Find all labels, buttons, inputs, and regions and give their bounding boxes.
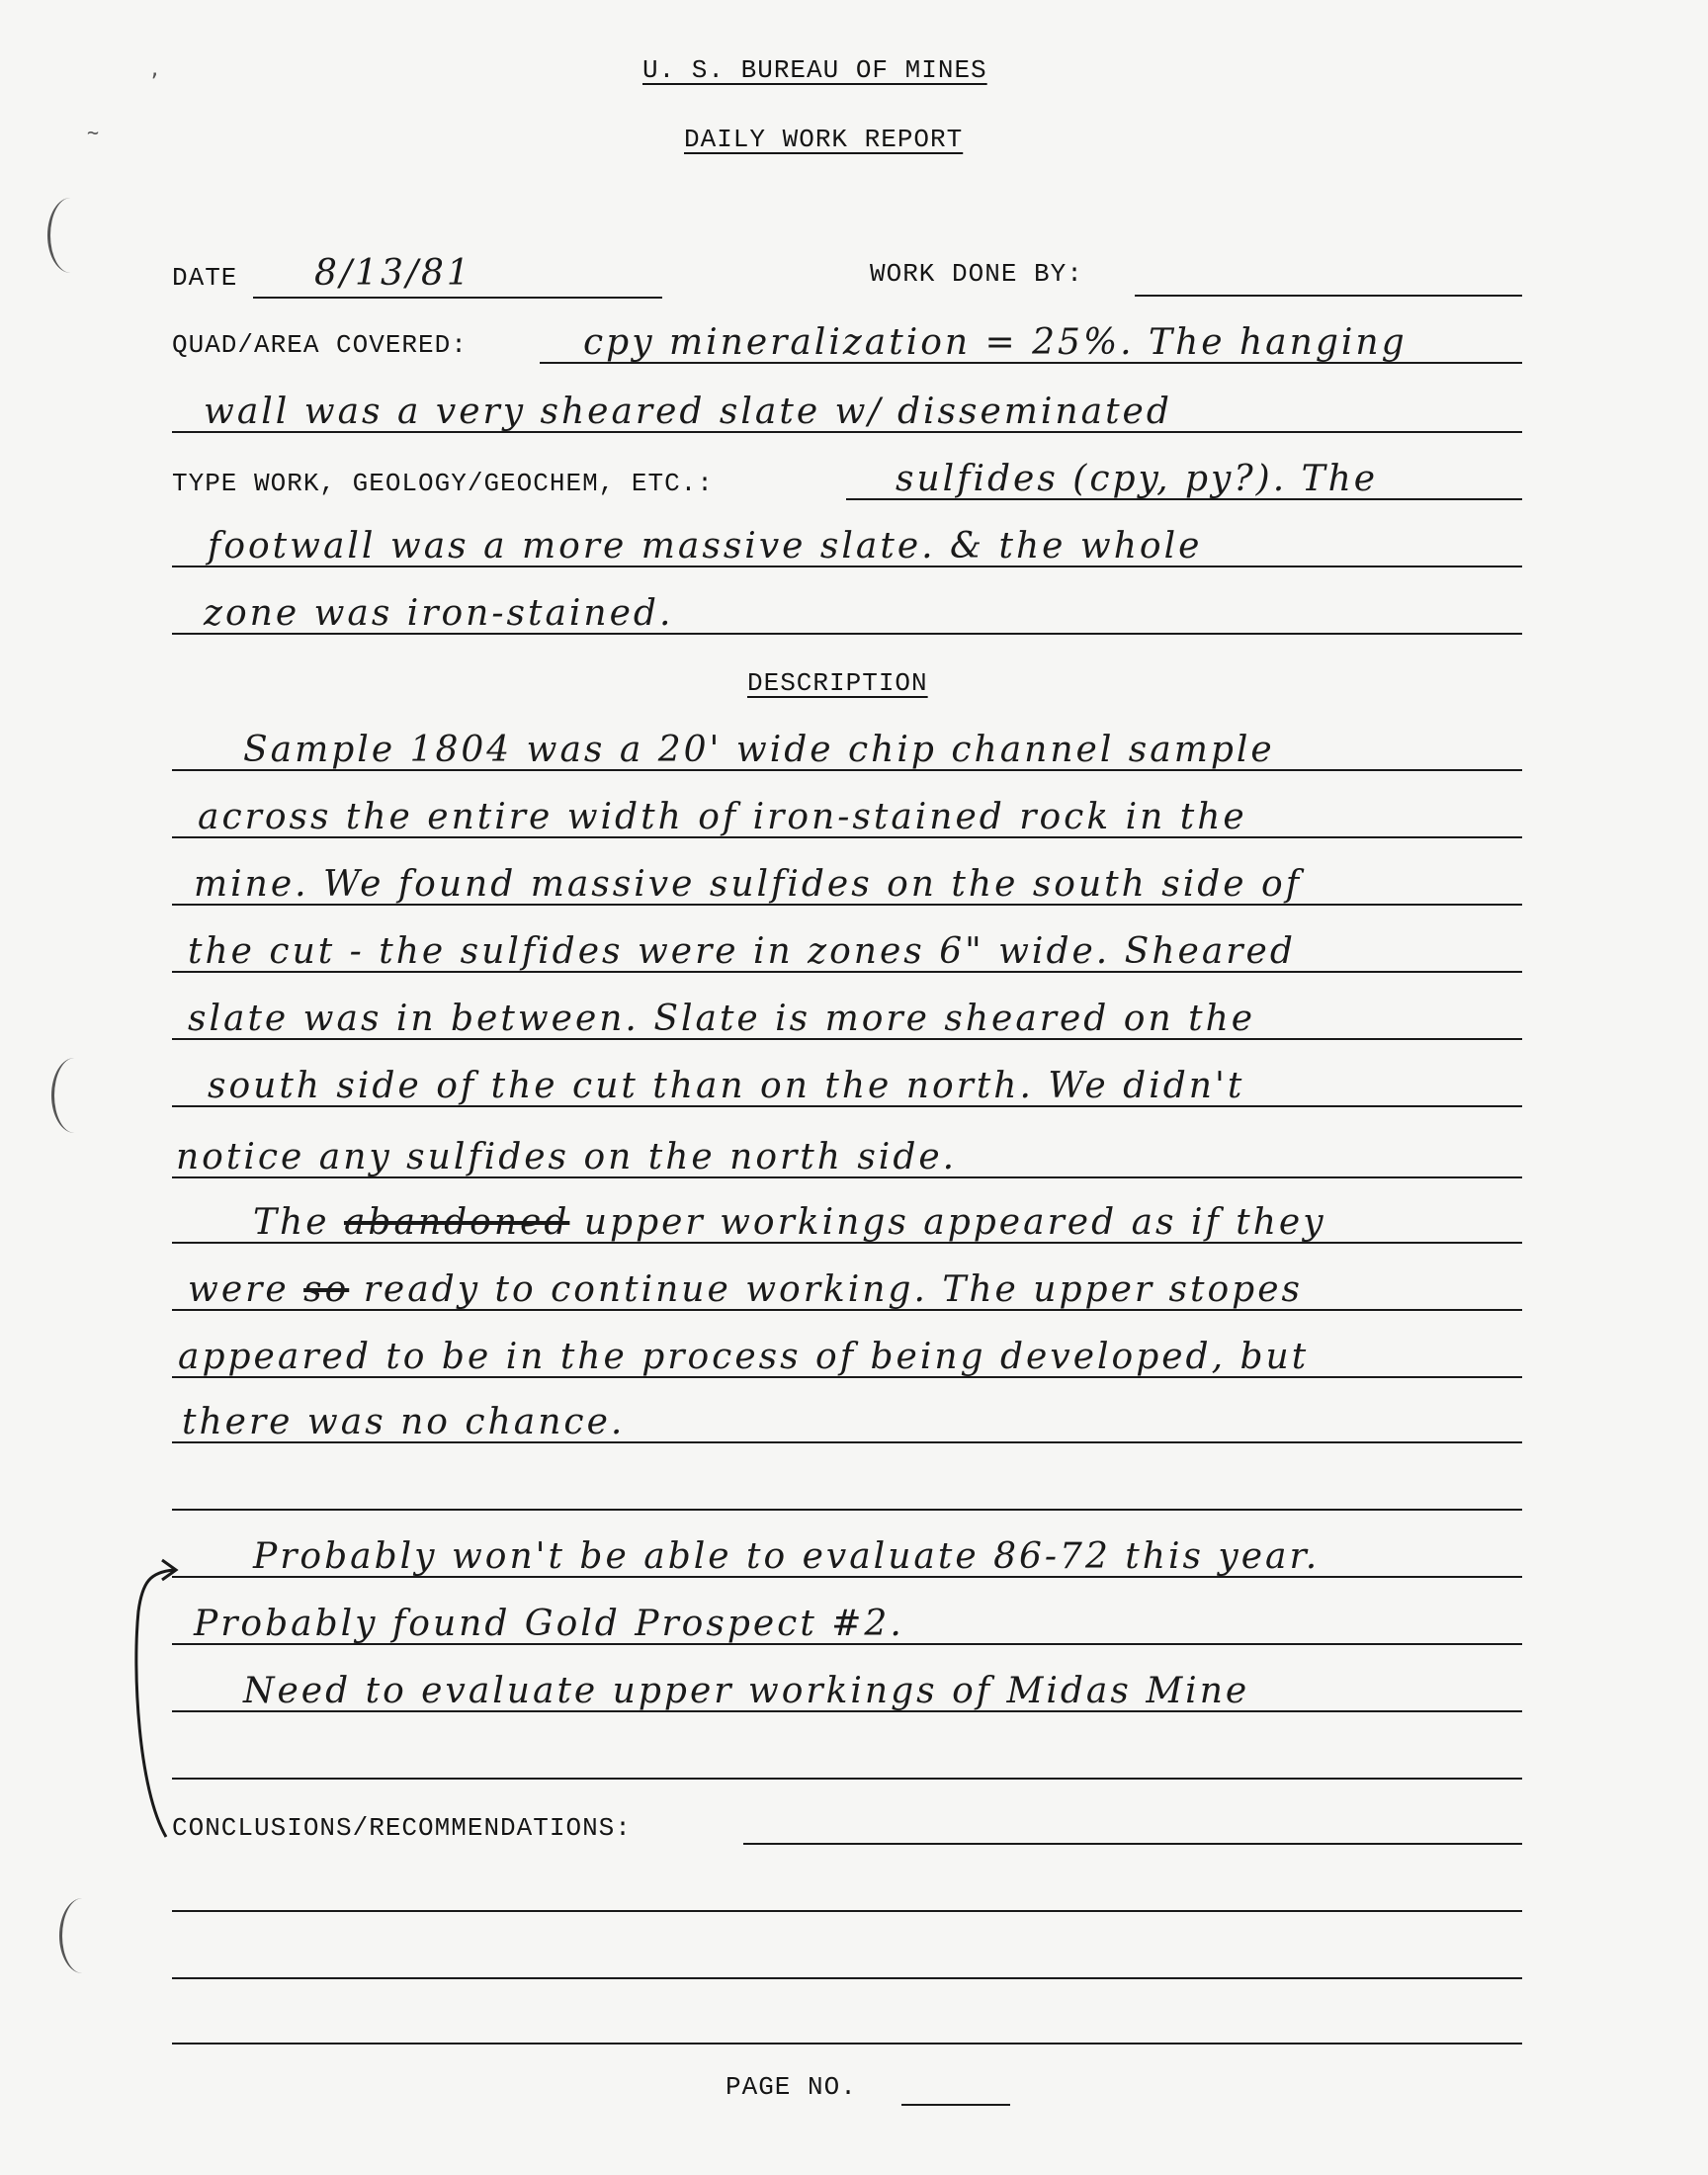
description-text[interactable]: mine. We found massive sulfides on the south side of	[194, 864, 1303, 905]
description-label: DESCRIPTION	[747, 668, 928, 698]
description-words: ready to continue working. The upper stopes	[363, 1269, 1303, 1310]
quad-text-1[interactable]: cpy mineralization = 25%. The hanging	[583, 322, 1408, 363]
conclusions-label: CONCLUSIONS/RECOMMENDATIONS:	[172, 1813, 632, 1843]
agency-title: U. S. BUREAU OF MINES	[642, 55, 987, 85]
punch-hole	[47, 198, 94, 273]
type-work-text-2[interactable]: footwall was a more massive slate. & the whole	[208, 526, 1203, 566]
description-text[interactable]: there was no chance.	[182, 1402, 626, 1442]
struck-word: so	[303, 1269, 350, 1310]
conclusions-line	[743, 1843, 1522, 1845]
description-word: The	[253, 1202, 330, 1243]
struck-word: abandoned	[343, 1202, 570, 1243]
description-text[interactable]: across the entire width of iron-stained rock in the	[198, 797, 1247, 837]
conclusions-line	[172, 2043, 1522, 2044]
date-label: DATE	[172, 263, 238, 293]
notes-text[interactable]: Need to evaluate upper workings of Midas Mine	[243, 1671, 1250, 1711]
description-text[interactable]: south side of the cut than on the north. We didn't	[208, 1066, 1245, 1106]
description-line	[172, 1509, 1522, 1511]
type-work-text-3[interactable]: zone was iron-stained.	[204, 593, 674, 634]
report-title: DAILY WORK REPORT	[684, 125, 964, 154]
description-text[interactable]: the cut - the sulfides were in zones 6" wide. Sheared	[188, 931, 1296, 972]
description-text-8[interactable]	[253, 1202, 1326, 1243]
conclusions-line	[172, 1977, 1522, 1979]
page-no-line[interactable]	[901, 2104, 1010, 2106]
work-done-by-line	[1135, 295, 1522, 297]
curved-arrow-icon	[128, 1552, 188, 1849]
quad-text-2[interactable]: wall was a very sheared slate w/ disseminated	[204, 392, 1172, 432]
type-work-text-1[interactable]: sulfides (cpy, py?). The	[896, 459, 1379, 499]
quad-label: QUAD/AREA COVERED:	[172, 330, 468, 360]
description-words: upper workings appeared as if they	[583, 1202, 1326, 1243]
notes-text[interactable]: Probably found Gold Prospect #2.	[194, 1604, 904, 1644]
page-no-label: PAGE NO.	[726, 2072, 857, 2102]
description-text[interactable]: notice any sulfides on the north side.	[176, 1137, 958, 1177]
date-line	[253, 297, 662, 299]
stray-mark: ’	[148, 69, 161, 93]
work-done-by-label: WORK DONE BY:	[870, 259, 1083, 289]
type-work-label: TYPE WORK, GEOLOGY/GEOCHEM, ETC.:	[172, 469, 714, 498]
stray-mark: ~	[87, 121, 100, 144]
description-text-9[interactable]	[188, 1269, 1303, 1310]
description-word: were	[188, 1269, 290, 1310]
date-value[interactable]: 8/13/81	[314, 253, 472, 294]
punch-hole	[51, 1058, 98, 1133]
notes-line	[172, 1778, 1522, 1780]
notes-text[interactable]: Probably won't be able to evaluate 86-72 this year.	[253, 1536, 1321, 1577]
description-text[interactable]: appeared to be in the process of being developed, but	[178, 1337, 1310, 1377]
punch-hole	[59, 1898, 106, 1973]
conclusions-line	[172, 1910, 1522, 1912]
description-text[interactable]: Sample 1804 was a 20' wide chip channel sample	[243, 730, 1275, 770]
description-text[interactable]: slate was in between. Slate is more sheared on the	[188, 999, 1256, 1039]
